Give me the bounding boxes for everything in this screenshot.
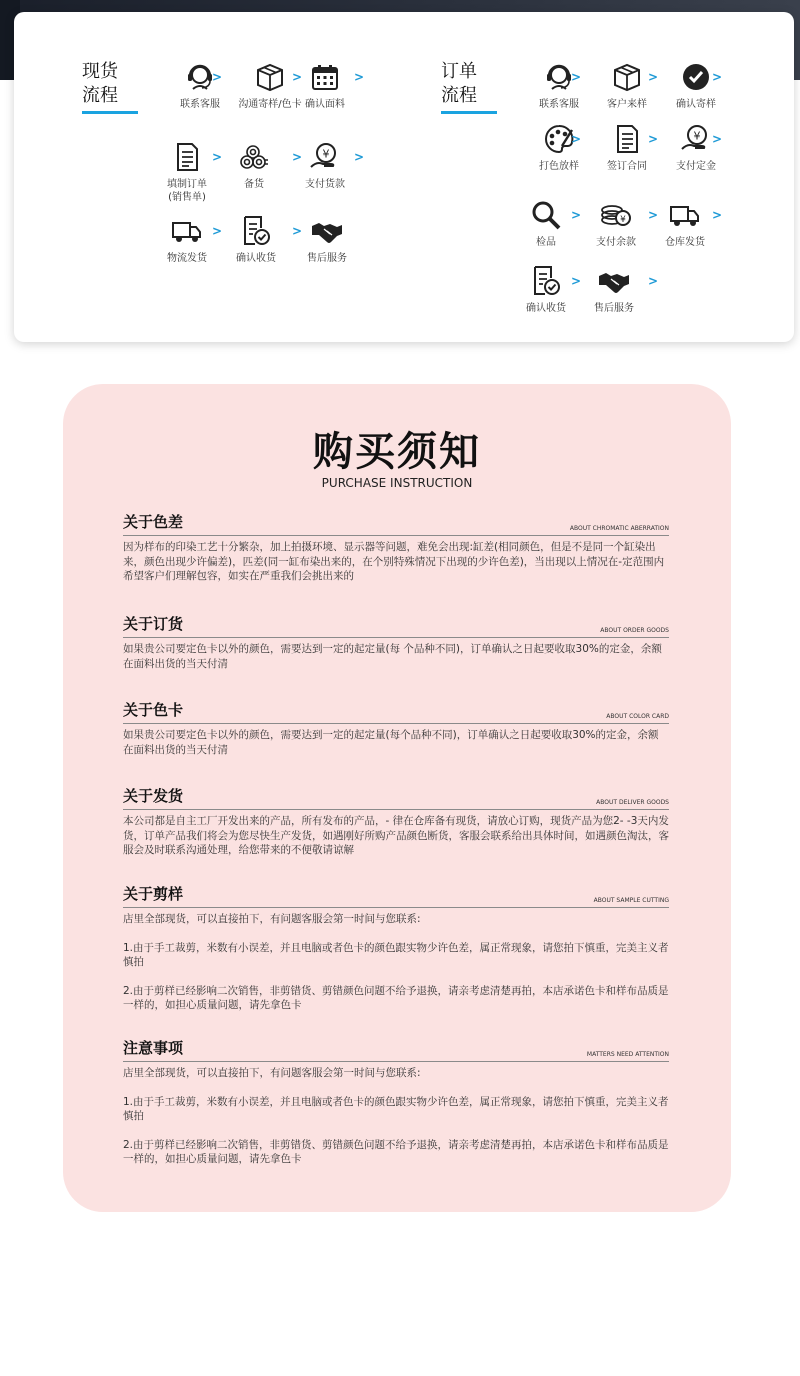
order-step-confirm-sample: [656, 60, 736, 111]
spot-step-contact-label: 联系客服: [180, 99, 220, 110]
check-document-icon: [529, 264, 563, 298]
spot-flow-title-line1: 现货: [82, 61, 118, 82]
box-icon: [610, 60, 644, 94]
handshake-icon: [310, 214, 344, 248]
order-step-client-sample-label: 客户来样: [607, 99, 647, 110]
order-step-deposit: [656, 122, 736, 173]
spot-step-pay-label: 支付货款: [305, 179, 345, 190]
order-flow-title: [441, 60, 477, 108]
spot-arrow-8: >: [292, 224, 303, 238]
order-arrow-2: >: [648, 70, 659, 84]
order-flow-underline: [441, 111, 497, 114]
spot-flow-title-line2: 流程: [82, 85, 118, 106]
order-arrow-1: >: [571, 70, 582, 84]
document-icon: [170, 140, 204, 174]
section-en-title: ABOUT SAMPLE CUTTING: [593, 897, 669, 904]
section-title: 关于色卡: [123, 701, 184, 719]
notice-subtitle: PURCHASE INSTRUCTION: [321, 476, 473, 490]
section-paragraph: 如果贵公司要定色卡以外的颜色，需要达到一定的起定量(每个品种不同)，订单确认之日起要收取30%的定金，余额在面料出货的当天付清: [123, 729, 659, 756]
spot-step-ship: [147, 214, 227, 265]
section-deliver: [123, 786, 669, 858]
spot-step-aftersale: [287, 214, 367, 265]
section-paragraph: 如果贵公司要定色卡以外的颜色，需要达到一定的起定量(每 个品种不同)，订单确认之日起要收取30%的定金，余额在面料出货的当天付清: [123, 643, 662, 670]
section-paragraph: 1.由于手工裁剪，米数有小误差，并且电脑或者色卡的颜色跟实物少许色差，属正常现象，请您拍下慎重，完美主义者慎拍: [123, 941, 669, 968]
spot-arrow-1: >: [212, 70, 223, 84]
section-sample-cutting: [123, 884, 669, 1013]
order-arrow-11: >: [648, 274, 659, 288]
process-card: [14, 12, 794, 342]
section-head: [123, 512, 669, 536]
order-arrow-9: >: [712, 208, 723, 222]
section-head: [123, 1038, 669, 1062]
section-en-title: ABOUT ORDER GOODS: [600, 627, 669, 634]
section-head: [123, 884, 669, 908]
section-body: [123, 540, 669, 584]
order-step-inspect: [506, 198, 586, 249]
spot-step-order-label: 填制订单 (销售单): [167, 179, 207, 203]
order-step-client-sample: [587, 60, 667, 111]
section-paragraph: 因为样布的印染工艺十分繁杂，加上拍摄环境、显示器等问题，难免会出现:缸差(相同颜色，但是不是同一个缸染出来，颜色出现少许偏差)，匹差(同一缸布染出来的，在个别特殊情况下出现的少许色差)，当出现以上情况在-定范围内希望客户们理解包容，如实在严重我们会挑出来的: [123, 541, 665, 582]
section-color-card: [123, 700, 669, 757]
spot-arrow-2: >: [292, 70, 303, 84]
section-body: [123, 728, 669, 757]
yen-hand-icon: [679, 122, 713, 156]
section-title: 关于色差: [123, 513, 184, 531]
spot-step-aftersale-label: 售后服务: [307, 253, 347, 264]
section-head: [123, 614, 669, 638]
order-step-receive-label: 确认收货: [526, 303, 566, 314]
section-en-title: ABOUT CHROMATIC ABERRATION: [569, 525, 669, 532]
order-step-dye-label: 打色放样: [539, 161, 579, 172]
spot-flow-title: [82, 60, 118, 108]
order-step-warehouse: [645, 198, 725, 249]
spot-arrow-6: >: [354, 150, 365, 164]
spot-arrow-5: >: [292, 150, 303, 164]
order-step-aftersale: [574, 264, 654, 315]
order-arrow-8: >: [648, 208, 659, 222]
order-step-contact-label: 联系客服: [539, 99, 579, 110]
section-paragraph: 2.由于剪样已经影响二次销售，非剪错货、剪错颜色问题不给予退换，请亲考虑清楚再拍，本店承诺色卡和样布品质是一样的，如担心质量问题，请先拿色卡: [123, 984, 669, 1011]
section-paragraph: 店里全部现货，可以直接拍下，有问题客服会第一时间与您联系:: [123, 913, 421, 925]
order-step-contract-label: 签订合同: [607, 161, 647, 172]
section-body: [123, 912, 669, 1013]
section-paragraph: 本公司都是自主工厂开发出来的产品，所有发布的产品，- 律在仓库备有现货，请放心订购，现货产品为您2- -3天内发货，订单产品我们将会为您尽快生产发货，如遇刚好所购产品颜色断货，客服会联系给出具体时间，如遇颜色淘汰，客服会及时联系沟通处理，给您带来的不便敬请谅解: [123, 815, 669, 856]
spot-step-stock: [214, 140, 294, 191]
checkmark-circle-icon: [679, 60, 713, 94]
section-order-goods: [123, 614, 669, 671]
section-en-title: ABOUT DELIVER GOODS: [596, 799, 669, 806]
check-document-icon: [239, 214, 273, 248]
order-arrow-3: >: [712, 70, 723, 84]
order-arrow-10: >: [571, 274, 582, 288]
section-body: [123, 642, 669, 671]
truck-icon: [668, 198, 702, 232]
purchase-notice-card: [63, 384, 731, 1212]
order-step-aftersale-label: 售后服务: [594, 303, 634, 314]
order-step-balance: [576, 198, 659, 249]
document-icon: [610, 122, 644, 156]
spot-arrow-4: >: [212, 150, 223, 164]
section-attention: [123, 1038, 669, 1167]
section-title: 注意事项: [123, 1039, 184, 1057]
spot-arrow-3: >: [354, 70, 365, 84]
order-step-deposit-label: 支付定金: [676, 161, 716, 172]
fabric-rolls-icon: [237, 140, 271, 174]
notice-title: 购买须知: [313, 429, 481, 475]
order-flow-title-line1: 订单: [441, 61, 477, 82]
spot-flow-underline: [82, 111, 138, 114]
magnifier-icon: [529, 198, 563, 232]
order-arrow-7: >: [571, 208, 582, 222]
order-step-confirm-sample-label: 确认寄样: [676, 99, 716, 110]
spot-step-contact: [160, 60, 240, 111]
section-body: [123, 814, 669, 858]
section-title: 关于订货: [123, 615, 184, 633]
yen-hand-icon: [308, 140, 342, 174]
order-step-balance-label: 支付余款: [596, 237, 636, 248]
order-step-contract: [587, 122, 667, 173]
section-paragraph: 店里全部现货，可以直接拍下，有问题客服会第一时间与您联系:: [123, 1067, 421, 1079]
section-title: 关于剪样: [123, 885, 184, 903]
spot-arrow-7: >: [212, 224, 223, 238]
box-icon: [253, 60, 287, 94]
order-step-inspect-label: 检品: [536, 237, 556, 248]
spot-step-sample-label: 沟通寄样/色卡: [238, 99, 302, 110]
spot-flow-title-line2-wrap: [82, 84, 118, 108]
order-flow-title-line2-wrap: [441, 84, 477, 108]
truck-icon: [170, 214, 204, 248]
order-step-warehouse-label: 仓库发货: [665, 237, 705, 248]
spot-step-ship-label: 物流发货: [167, 253, 207, 264]
spot-step-receive-label: 确认收货: [236, 253, 276, 264]
order-arrow-6: >: [712, 132, 723, 146]
spot-step-stock-label: 备货: [244, 179, 264, 190]
spot-step-fabric-label: 确认面料: [305, 99, 345, 110]
spot-step-receive: [216, 214, 296, 265]
section-title: 关于发货: [123, 787, 184, 805]
spot-step-pay: [285, 140, 365, 191]
section-paragraph: 2.由于剪样已经影响二次销售，非剪错货、剪错颜色问题不给予退换，请亲考虑清楚再拍，本店承诺色卡和样布品质是一样的，如担心质量问题，请先拿色卡: [123, 1138, 669, 1165]
coins-icon: [599, 198, 633, 232]
order-arrow-4: >: [571, 132, 582, 146]
section-paragraph: 1.由于手工裁剪，米数有小误差，并且电脑或者色卡的颜色跟实物少许色差，属正常现象，请您拍下慎重，完美主义者慎拍: [123, 1095, 669, 1122]
order-flow-title-line2: 流程: [441, 85, 477, 106]
section-en-title: ABOUT COLOR CARD: [606, 713, 669, 720]
spot-step-fabric: [285, 60, 365, 111]
section-body: [123, 1066, 669, 1167]
section-head: [123, 786, 669, 810]
handshake-icon: [597, 264, 631, 298]
section-head: [123, 700, 669, 724]
section-chromatic: [123, 512, 669, 584]
order-arrow-5: >: [648, 132, 659, 146]
calendar-icon: [308, 60, 342, 94]
section-en-title: MATTERS NEED ATTENTION: [586, 1051, 669, 1058]
